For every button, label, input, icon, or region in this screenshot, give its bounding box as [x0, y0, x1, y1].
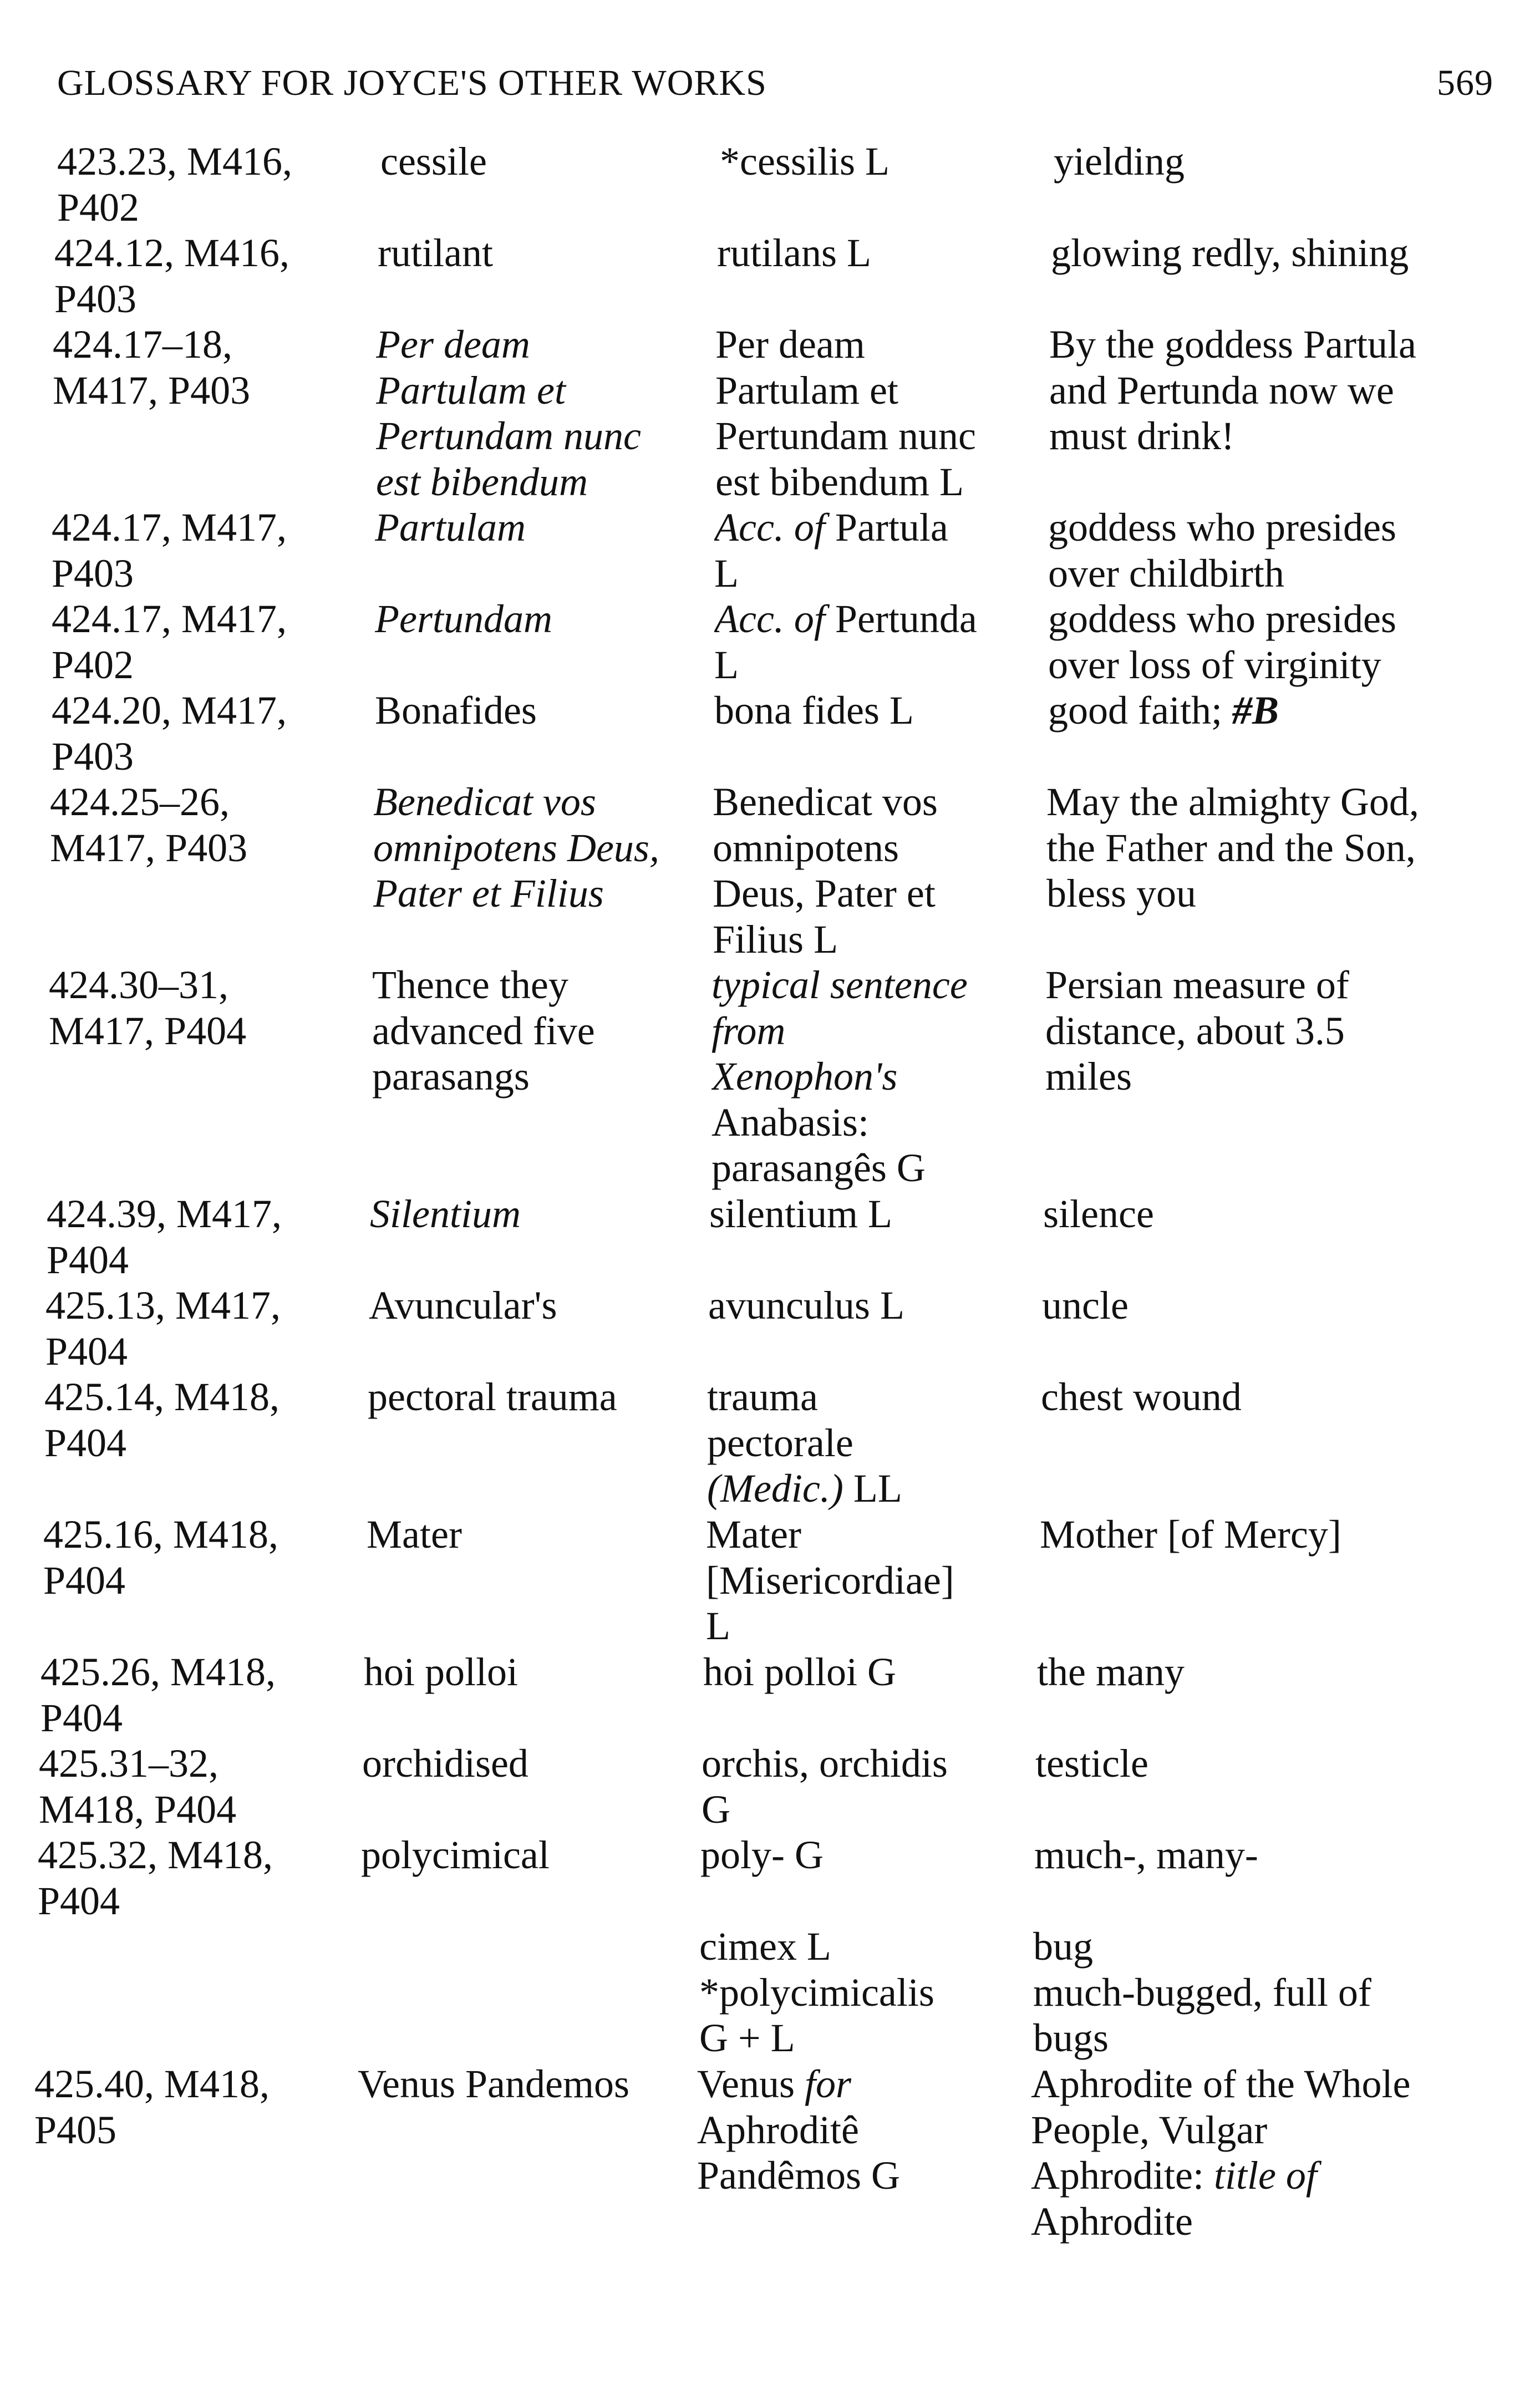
entry-meaning: silence — [1043, 1192, 1154, 1236]
entry-source: bona fides L — [714, 688, 914, 733]
entry-term: Mater — [367, 1512, 462, 1557]
source-italic-prefix: typical sentence from Xenophon's — [711, 963, 968, 1099]
entry-reference: 423.23, M416, P402 — [57, 139, 293, 230]
entry-term: orchidised — [362, 1741, 528, 1786]
entry-term: cessile — [380, 139, 487, 184]
entry-source — [714, 596, 1048, 688]
entry-reference: 424.17, M417, P403 — [52, 505, 287, 596]
entry-source — [714, 505, 1048, 596]
entry-term: Silentium — [370, 1192, 521, 1236]
source-italic-prefix: Acc. of — [714, 505, 825, 550]
glossary-entry — [52, 688, 1540, 779]
glossary-entry — [40, 1649, 1540, 1741]
entry-source — [707, 1374, 1041, 1512]
entry-meaning: goddess who presides over childbirth — [1048, 505, 1396, 596]
entry-meaning: goddess who presides over loss of virginity — [1048, 597, 1396, 687]
meaning-rest: Aphrodite — [1031, 2199, 1193, 2244]
entry-reference: 425.13, M417, P404 — [45, 1283, 281, 1374]
meaning-text: Aphrodite of the Whole People, Vulgar Aphrodite: — [1031, 2062, 1411, 2198]
entry-meaning: yielding — [1054, 139, 1185, 184]
source-rest: Aphroditê Pandêmos G — [697, 2107, 900, 2198]
glossary-entry — [44, 1374, 1540, 1512]
entry-source: silentium L — [709, 1192, 892, 1236]
entry-meaning: By the goddess Partula and Pertunda now we must drink! — [1049, 322, 1416, 458]
glossary-entry — [34, 2061, 1540, 2244]
source-text: Pertunda L — [714, 597, 977, 687]
entry-term: Pertundam — [375, 597, 552, 641]
glossary-entry — [45, 1283, 1540, 1374]
meaning-text: good faith; — [1048, 688, 1222, 733]
glossary-entry-continuation — [37, 1924, 1540, 2061]
entry-meaning: glowing redly, shining — [1051, 231, 1409, 275]
source-text: Anabasis: parasangês G — [711, 1100, 926, 1190]
entry-reference: 424.17–18, M417, P403 — [53, 322, 251, 413]
glossary-entry — [47, 1191, 1540, 1283]
entry-meaning: May the almighty God, the Father and the Son, bless you — [1046, 780, 1419, 916]
entry-term: Per deam Partulam et Pertundam nunc est bibendum — [376, 322, 641, 504]
entry-reference: 424.20, M417, P403 — [52, 688, 287, 779]
entry-meaning: bug much-bugged, full of bugs — [1033, 1924, 1371, 2060]
source-italic-connector: for — [805, 2062, 852, 2106]
glossary-entry — [54, 230, 1540, 322]
glossary-entry — [39, 1741, 1540, 1832]
entry-reference: 425.40, M418, P405 — [34, 2062, 270, 2152]
page-number: 569 — [1437, 63, 1493, 103]
source-text: Venus — [697, 2062, 795, 2106]
entry-meaning: the many — [1037, 1650, 1185, 1694]
entry-reference: 424.17, M417, P402 — [52, 597, 287, 687]
meaning-cross-reference: #B — [1232, 688, 1279, 733]
entry-reference: 425.31–32, M418, P404 — [39, 1741, 237, 1832]
entry-source: hoi polloi G — [703, 1650, 897, 1694]
source-tail: LL — [853, 1466, 902, 1511]
entry-term: Thence they advanced five parasangs — [372, 963, 595, 1099]
glossary-table — [0, 139, 1540, 2244]
running-title: GLOSSARY FOR JOYCE'S OTHER WORKS — [57, 63, 767, 103]
entry-term: polycimical — [361, 1833, 550, 1877]
entry-term: Avuncular's — [369, 1283, 557, 1328]
entry-source — [711, 962, 1045, 1191]
entry-reference: 424.25–26, M417, P403 — [50, 780, 248, 870]
entry-reference — [37, 1924, 360, 2061]
glossary-entry — [52, 596, 1540, 688]
glossary-entry — [53, 322, 1540, 505]
entry-source: poly- G — [700, 1833, 824, 1877]
entry-meaning: Persian measure of distance, about 3.5 miles — [1045, 963, 1349, 1099]
entry-term: Bonafides — [375, 688, 537, 733]
entry-term — [360, 1924, 699, 2061]
entry-source: Per deam Partulam et Pertundam nunc est bibendum L — [715, 322, 976, 504]
glossary-entry — [50, 779, 1540, 962]
entry-reference: 425.26, M418, P404 — [40, 1650, 276, 1740]
source-text: trauma pectorale — [707, 1375, 853, 1465]
entry-term: Benedicat vos omnipotens Deus, Pater et Filius — [373, 780, 659, 916]
entry-reference: 424.12, M416, P403 — [54, 231, 290, 321]
source-text: Partula L — [714, 505, 948, 596]
glossary-entry — [52, 505, 1540, 596]
entry-reference: 425.14, M418, P404 — [44, 1375, 280, 1465]
glossary-entry — [57, 139, 1540, 230]
entry-meaning: Mother [of Mercy] — [1040, 1512, 1341, 1557]
source-italic-tail: (Medic.) — [707, 1466, 843, 1511]
entry-reference: 424.30–31, M417, P404 — [49, 963, 247, 1053]
entry-source: Mater [Misericordiae] L — [706, 1512, 954, 1648]
entry-term: Partulam — [375, 505, 526, 550]
entry-term: pectoral trauma — [368, 1375, 617, 1419]
running-header — [57, 55, 1493, 111]
entry-source: avunculus L — [708, 1283, 904, 1328]
entry-source: cimex L *polycimicalis G + L — [699, 1924, 934, 2060]
meaning-italic-connector: title of — [1213, 2153, 1317, 2198]
glossary-entry — [38, 1832, 1540, 1924]
entry-meaning — [1031, 2061, 1491, 2244]
entry-source: orchis, orchidis G — [702, 1741, 948, 1832]
entry-source — [697, 2061, 1031, 2244]
glossary-entry — [49, 962, 1540, 1191]
entry-meaning: testicle — [1035, 1741, 1148, 1786]
entry-reference: 425.16, M418, P404 — [43, 1512, 279, 1603]
entry-term: Venus Pandemos — [358, 2062, 629, 2106]
glossary-entry — [43, 1512, 1540, 1649]
entry-meaning: chest wound — [1041, 1375, 1242, 1419]
entry-meaning — [1048, 688, 1508, 779]
entry-source: Benedicat vos omnipotens Deus, Pater et Filius L — [713, 780, 938, 962]
entry-source: rutilans L — [717, 231, 871, 275]
entry-reference: 425.32, M418, P404 — [38, 1833, 273, 1923]
entry-term: rutilant — [378, 231, 493, 275]
source-italic-prefix: Acc. of — [714, 597, 825, 641]
entry-meaning: uncle — [1042, 1283, 1129, 1328]
entry-source: *cessilis L — [720, 139, 890, 184]
entry-term: hoi polloi — [364, 1650, 519, 1694]
entry-reference: 424.39, M417, P404 — [47, 1192, 282, 1282]
entry-meaning: much-, many- — [1034, 1833, 1258, 1877]
